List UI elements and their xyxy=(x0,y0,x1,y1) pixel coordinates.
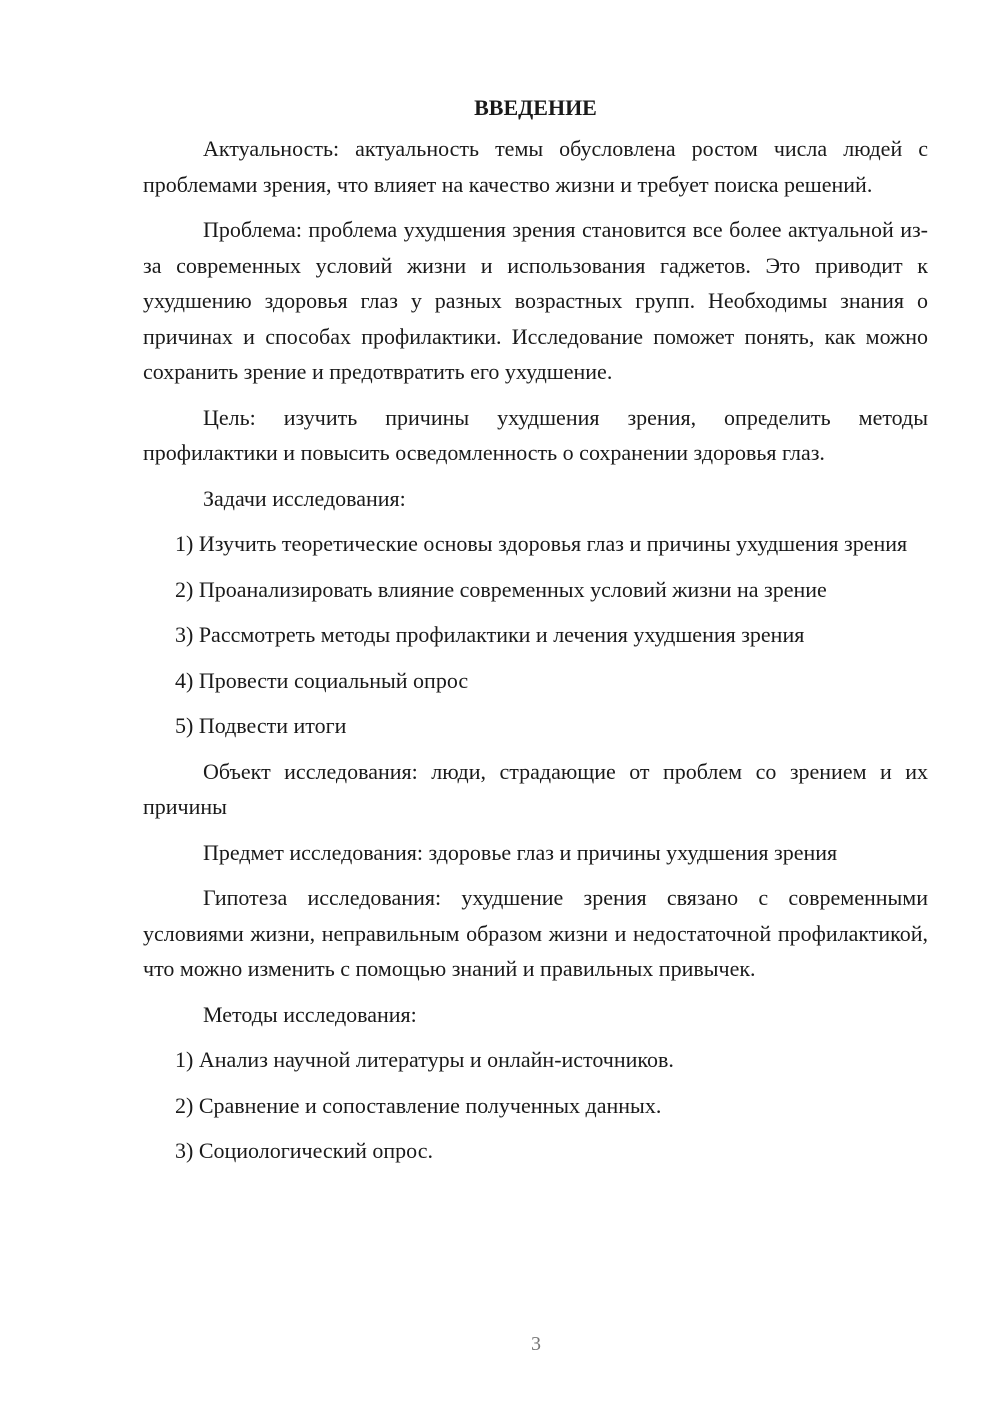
subject-paragraph: Предмет исследования: здоровье глаз и причины ухудшения зрения xyxy=(203,839,838,865)
task-item: 2) Проанализировать влияние современных условий жизни на зрение xyxy=(175,576,827,602)
page-title: ВВЕДЕНИЕ xyxy=(474,95,597,120)
task-item: 4) Провести социальный опрос xyxy=(175,667,469,693)
object-paragraph: Объект исследования: люди, страдающие от проблем со зрением и их причины xyxy=(143,758,928,819)
task-item: 1) Изучить теоретические основы здоровья глаз и причины ухудшения зрения xyxy=(175,531,908,556)
task-item: 3) Рассмотреть методы профилактики и лечения ухудшения зрения xyxy=(175,622,805,647)
methods-title: Методы исследования: xyxy=(203,1001,417,1027)
tasks-title: Задачи исследования: xyxy=(203,485,406,511)
document-page xyxy=(143,90,928,1179)
task-item: 5) Подвести итоги xyxy=(175,713,347,738)
method-item: 3) Социологический опрос. xyxy=(175,1138,433,1163)
goal-paragraph: Цель: изучить причины ухудшения зрения, определить методы профилактики и повысить осведомленность о сохранении здоровья глаз. xyxy=(143,404,928,465)
method-item: 2) Сравнение и сопоставление полученных данных. xyxy=(175,1092,662,1118)
relevance-paragraph: Актуальность: актуальность темы обусловлена ростом числа людей с проблемами зрения, что влияет на качество жизни и требует поиска решений. xyxy=(143,136,928,197)
hypothesis-paragraph: Гипотеза исследования: ухудшение зрения связано с современными условиями жизни, неправильным образом жизни и недостаточной профилактикой, что можно изменить с помощью знаний и правильных привычек. xyxy=(143,885,928,981)
page-number: 3 xyxy=(531,1333,541,1355)
problem-paragraph: Проблема: проблема ухудшения зрения становится все более актуальной из-за современных условий жизни и использования гаджетов. Это приводит к ухудшению здоровья глаз у разных возрастных групп. Необходимы знания о причинах и способах профилактики. Исследование поможет понять, как можно сохранить зрение и предотвратить его ухудшение. xyxy=(143,217,928,384)
method-item: 1) Анализ научной литературы и онлайн-источников. xyxy=(175,1047,674,1072)
